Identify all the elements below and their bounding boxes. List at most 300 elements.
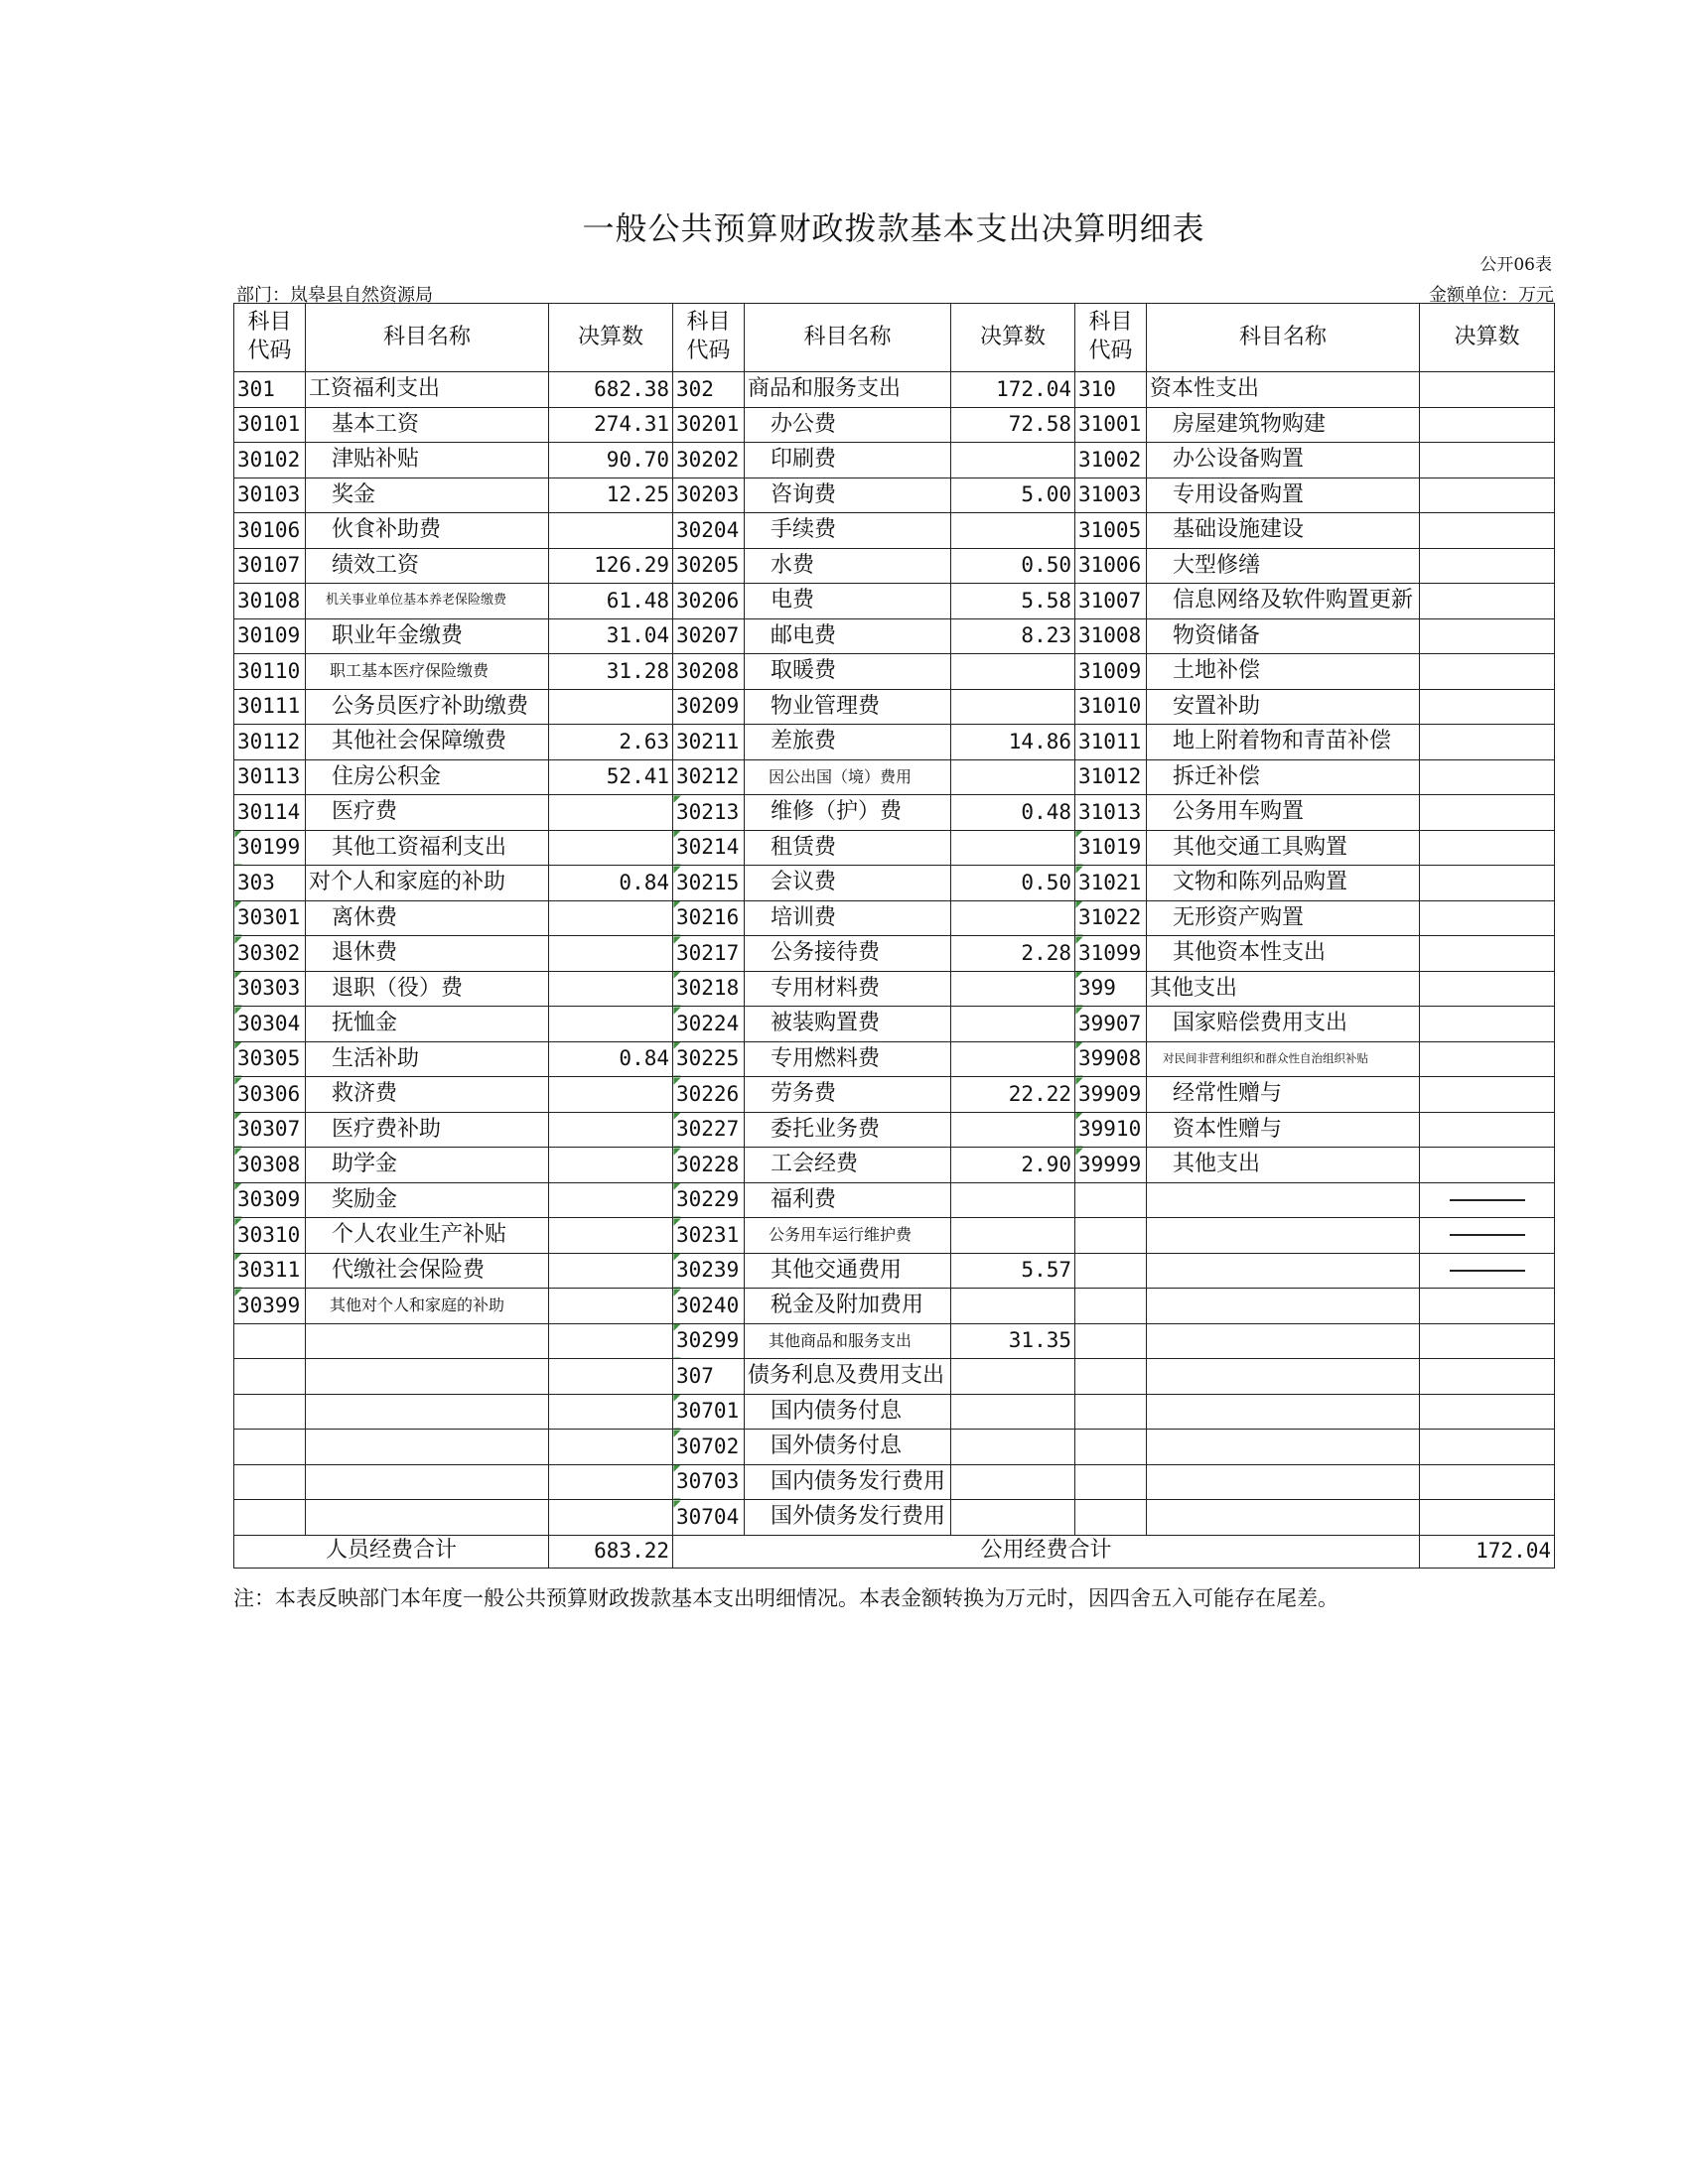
- subject-name: [1147, 1394, 1420, 1430]
- subject-code: 31022: [1075, 900, 1147, 936]
- subject-name: 个人农业生产补贴: [306, 1218, 549, 1254]
- subject-code: [1075, 1323, 1147, 1359]
- subject-name: [1147, 1182, 1420, 1218]
- subject-name: 基本工资: [306, 407, 549, 443]
- subject-code: 30307: [234, 1112, 306, 1148]
- amount-value: [1420, 689, 1555, 725]
- subject-code: 39910: [1075, 1112, 1147, 1148]
- subject-code: 31021: [1075, 866, 1147, 901]
- amount-value: [1420, 936, 1555, 972]
- table-row: [234, 830, 1555, 866]
- amount-value: [549, 1077, 673, 1113]
- subject-code: 30311: [234, 1253, 306, 1289]
- subject-name: 差旅费: [745, 725, 951, 760]
- subject-name: 住房公积金: [306, 759, 549, 795]
- subject-code: 31008: [1075, 618, 1147, 654]
- table-row: [234, 1500, 1555, 1536]
- table-row: [234, 866, 1555, 901]
- amount-value: 2.28: [951, 936, 1075, 972]
- table-row: [234, 725, 1555, 760]
- subject-name: 其他资本性支出: [1147, 936, 1420, 972]
- table-row: [234, 1253, 1555, 1289]
- subject-name: 退休费: [306, 936, 549, 972]
- amount-value: [549, 513, 673, 549]
- amount-value: [951, 900, 1075, 936]
- amount-value: 274.31: [549, 407, 673, 443]
- header-amount: 决算数: [549, 304, 673, 372]
- table-row: [234, 548, 1555, 584]
- subject-code: 30201: [673, 407, 745, 443]
- subject-name: 地上附着物和青苗补偿: [1147, 725, 1420, 760]
- subject-code: 31012: [1075, 759, 1147, 795]
- table-row: [234, 689, 1555, 725]
- subject-name: 拆迁补偿: [1147, 759, 1420, 795]
- table-row: [234, 1430, 1555, 1465]
- amount-value: [1420, 1077, 1555, 1113]
- amount-value: [1420, 1394, 1555, 1430]
- amount-value: [1420, 830, 1555, 866]
- subject-code: 30206: [673, 584, 745, 619]
- subject-name: 被装购置费: [745, 1007, 951, 1042]
- amount-value: 31.04: [549, 618, 673, 654]
- table-row: [234, 407, 1555, 443]
- public-total-amount: 172.04: [1420, 1535, 1555, 1568]
- subject-code: 302: [673, 372, 745, 408]
- amount-value: [549, 900, 673, 936]
- amount-value: [549, 1112, 673, 1148]
- amount-value: [951, 1500, 1075, 1536]
- subject-code: 31099: [1075, 936, 1147, 972]
- dash-cell: [1420, 1218, 1555, 1254]
- subject-name: 对民间非营利组织和群众性自治组织补贴: [1147, 1041, 1420, 1077]
- amount-value: [1420, 1359, 1555, 1395]
- amount-value: [951, 689, 1075, 725]
- subject-name: 国外债务发行费用: [745, 1500, 951, 1536]
- subject-code: [1075, 1464, 1147, 1500]
- table-row: [234, 936, 1555, 972]
- subject-name: 其他对个人和家庭的补助: [306, 1289, 549, 1324]
- subject-code: 30205: [673, 548, 745, 584]
- subject-name: [1147, 1218, 1420, 1254]
- amount-value: [1420, 900, 1555, 936]
- table-row: [234, 971, 1555, 1007]
- amount-value: 31.35: [951, 1323, 1075, 1359]
- subject-code: 31013: [1075, 795, 1147, 831]
- amount-value: [1420, 584, 1555, 619]
- amount-value: [1420, 548, 1555, 584]
- amount-value: [1420, 478, 1555, 513]
- amount-value: [1420, 618, 1555, 654]
- subject-name: 对个人和家庭的补助: [306, 866, 549, 901]
- header-amount: 决算数: [951, 304, 1075, 372]
- amount-value: [549, 971, 673, 1007]
- subject-name: 机关事业单位基本养老保险缴费: [306, 584, 549, 619]
- subject-code: 30204: [673, 513, 745, 549]
- table-row: [234, 584, 1555, 619]
- subject-name: 专用燃料费: [745, 1041, 951, 1077]
- subject-name: 福利费: [745, 1182, 951, 1218]
- amount-value: [549, 1182, 673, 1218]
- subject-name: 抚恤金: [306, 1007, 549, 1042]
- subject-code: 30303: [234, 971, 306, 1007]
- amount-value: 90.70: [549, 443, 673, 478]
- subject-code: 31001: [1075, 407, 1147, 443]
- subject-name: 奖金: [306, 478, 549, 513]
- subject-code: 30302: [234, 936, 306, 972]
- subject-name: [306, 1394, 549, 1430]
- totals-row: [234, 1535, 1555, 1568]
- subject-code: 30217: [673, 936, 745, 972]
- subject-name: 办公费: [745, 407, 951, 443]
- subject-name: 职业年金缴费: [306, 618, 549, 654]
- subject-name: [306, 1323, 549, 1359]
- amount-value: [951, 1430, 1075, 1465]
- amount-value: 2.90: [951, 1148, 1075, 1183]
- subject-code: 30231: [673, 1218, 745, 1254]
- amount-value: 14.86: [951, 725, 1075, 760]
- table-row: [234, 1007, 1555, 1042]
- subject-name: 房屋建筑物购建: [1147, 407, 1420, 443]
- amount-value: [1420, 1041, 1555, 1077]
- subject-name: 咨询费: [745, 478, 951, 513]
- subject-name: 其他工资福利支出: [306, 830, 549, 866]
- subject-name: 债务利息及费用支出: [745, 1359, 951, 1395]
- subject-code: 30225: [673, 1041, 745, 1077]
- subject-code: 30399: [234, 1289, 306, 1324]
- subject-name: 维修（护）费: [745, 795, 951, 831]
- subject-code: 30308: [234, 1148, 306, 1183]
- footnote: 注：本表反映部门本年度一般公共预算财政拨款基本支出明细情况。本表金额转换为万元时，因四舍五入可能存在尾差。: [233, 1586, 1338, 1610]
- subject-code: 31011: [1075, 725, 1147, 760]
- subject-name: [306, 1430, 549, 1465]
- subject-name: 资本性赠与: [1147, 1112, 1420, 1148]
- amount-value: [1420, 759, 1555, 795]
- subject-name: 委托业务费: [745, 1112, 951, 1148]
- subject-code: 30102: [234, 443, 306, 478]
- subject-code: 31003: [1075, 478, 1147, 513]
- amount-value: [1420, 1430, 1555, 1465]
- header-code: 科目 代码: [1075, 304, 1147, 372]
- subject-name: 国外债务付息: [745, 1430, 951, 1465]
- amount-value: [549, 1253, 673, 1289]
- subject-name: 津贴补贴: [306, 443, 549, 478]
- table-row: [234, 1464, 1555, 1500]
- subject-name: 工会经费: [745, 1148, 951, 1183]
- subject-name: [1147, 1289, 1420, 1324]
- subject-name: 离休费: [306, 900, 549, 936]
- dash-cell: [1420, 1182, 1555, 1218]
- department-label: 部门：岚皋县自然资源局: [236, 285, 433, 306]
- subject-code: [1075, 1430, 1147, 1465]
- subject-code: 30111: [234, 689, 306, 725]
- subject-name: 医疗费补助: [306, 1112, 549, 1148]
- subject-code: 30103: [234, 478, 306, 513]
- amount-value: [951, 1218, 1075, 1254]
- amount-value: 8.23: [951, 618, 1075, 654]
- table-row: [234, 900, 1555, 936]
- subject-code: [234, 1394, 306, 1430]
- amount-value: [549, 1007, 673, 1042]
- table-row: [234, 654, 1555, 690]
- amount-value: [549, 1500, 673, 1536]
- subject-code: 39999: [1075, 1148, 1147, 1183]
- amount-value: [1420, 971, 1555, 1007]
- dash-line: [1450, 1199, 1525, 1201]
- dash-line: [1450, 1270, 1525, 1272]
- subject-code: 30240: [673, 1289, 745, 1324]
- subject-code: 30101: [234, 407, 306, 443]
- expenditure-table: [233, 303, 1555, 1569]
- subject-code: 30106: [234, 513, 306, 549]
- table-row: [234, 1289, 1555, 1324]
- amount-value: [549, 1289, 673, 1324]
- subject-name: 绩效工资: [306, 548, 549, 584]
- subject-code: 31019: [1075, 830, 1147, 866]
- table-row: [234, 1218, 1555, 1254]
- subject-name: [306, 1359, 549, 1395]
- amount-value: 0.48: [951, 795, 1075, 831]
- subject-name: 救济费: [306, 1077, 549, 1113]
- subject-code: 30701: [673, 1394, 745, 1430]
- header-name: 科目名称: [745, 304, 951, 372]
- amount-value: [951, 1182, 1075, 1218]
- subject-code: 30110: [234, 654, 306, 690]
- subject-code: 30108: [234, 584, 306, 619]
- subject-code: 30224: [673, 1007, 745, 1042]
- subject-code: 30306: [234, 1077, 306, 1113]
- subject-code: 31009: [1075, 654, 1147, 690]
- subject-name: 国家赔偿费用支出: [1147, 1007, 1420, 1042]
- subject-code: 39908: [1075, 1041, 1147, 1077]
- subject-name: 奖励金: [306, 1182, 549, 1218]
- subject-code: 30215: [673, 866, 745, 901]
- subject-code: [234, 1464, 306, 1500]
- amount-value: 0.84: [549, 866, 673, 901]
- table-row: [234, 443, 1555, 478]
- table-row: [234, 1077, 1555, 1113]
- subject-code: 30309: [234, 1182, 306, 1218]
- subject-name: 租赁费: [745, 830, 951, 866]
- amount-value: [951, 971, 1075, 1007]
- amount-value: [951, 654, 1075, 690]
- table-row: [234, 618, 1555, 654]
- subject-code: 301: [234, 372, 306, 408]
- table-row: [234, 372, 1555, 408]
- amount-value: [549, 830, 673, 866]
- subject-code: 307: [673, 1359, 745, 1395]
- amount-value: 61.48: [549, 584, 673, 619]
- subject-code: 30299: [673, 1323, 745, 1359]
- subject-name: 其他交通费用: [745, 1253, 951, 1289]
- subject-code: 303: [234, 866, 306, 901]
- subject-code: 30199: [234, 830, 306, 866]
- amount-value: [549, 1394, 673, 1430]
- subject-code: 310: [1075, 372, 1147, 408]
- amount-value: 12.25: [549, 478, 673, 513]
- amount-value: 682.38: [549, 372, 673, 408]
- subject-name: 办公设备购置: [1147, 443, 1420, 478]
- amount-value: 5.58: [951, 584, 1075, 619]
- amount-value: [951, 513, 1075, 549]
- subject-name: [1147, 1323, 1420, 1359]
- subject-code: 30209: [673, 689, 745, 725]
- personnel-total-amount: 683.22: [549, 1535, 673, 1568]
- subject-name: 专用设备购置: [1147, 478, 1420, 513]
- amount-value: [1420, 372, 1555, 408]
- amount-value: [549, 1430, 673, 1465]
- header-name: 科目名称: [1147, 304, 1420, 372]
- subject-name: 劳务费: [745, 1077, 951, 1113]
- subject-code: 30216: [673, 900, 745, 936]
- subject-code: 30305: [234, 1041, 306, 1077]
- subject-name: 代缴社会保险费: [306, 1253, 549, 1289]
- amount-value: 72.58: [951, 407, 1075, 443]
- form-number: 公开06表: [1479, 255, 1552, 275]
- amount-value: [951, 759, 1075, 795]
- subject-code: 30113: [234, 759, 306, 795]
- amount-value: [549, 795, 673, 831]
- amount-value: [1420, 1289, 1555, 1324]
- amount-value: [549, 936, 673, 972]
- header-amount: 决算数: [1420, 304, 1555, 372]
- subject-name: 公务用车运行维护费: [745, 1218, 951, 1254]
- subject-code: 30202: [673, 443, 745, 478]
- amount-value: 5.57: [951, 1253, 1075, 1289]
- subject-code: 399: [1075, 971, 1147, 1007]
- subject-name: 商品和服务支出: [745, 372, 951, 408]
- amount-value: [951, 1041, 1075, 1077]
- subject-name: 专用材料费: [745, 971, 951, 1007]
- subject-name: 信息网络及软件购置更新: [1147, 584, 1420, 619]
- subject-code: 31006: [1075, 548, 1147, 584]
- subject-code: [1075, 1182, 1147, 1218]
- amount-value: [549, 1323, 673, 1359]
- subject-code: [234, 1359, 306, 1395]
- subject-name: 手续费: [745, 513, 951, 549]
- header-code: 科目 代码: [234, 304, 306, 372]
- subject-name: [306, 1464, 549, 1500]
- table-row: [234, 513, 1555, 549]
- subject-name: 资本性支出: [1147, 372, 1420, 408]
- dash-cell: [1420, 1253, 1555, 1289]
- subject-name: 物资储备: [1147, 618, 1420, 654]
- subject-code: [234, 1323, 306, 1359]
- amount-value: 22.22: [951, 1077, 1075, 1113]
- subject-code: 30703: [673, 1464, 745, 1500]
- amount-value: [1420, 1112, 1555, 1148]
- table-row: [234, 1359, 1555, 1395]
- subject-code: 30214: [673, 830, 745, 866]
- subject-name: 基础设施建设: [1147, 513, 1420, 549]
- subject-name: 土地补偿: [1147, 654, 1420, 690]
- subject-name: 伙食补助费: [306, 513, 549, 549]
- subject-code: [234, 1500, 306, 1536]
- subject-code: 30211: [673, 725, 745, 760]
- subject-name: 其他交通工具购置: [1147, 830, 1420, 866]
- subject-code: 30304: [234, 1007, 306, 1042]
- table-row: [234, 795, 1555, 831]
- subject-name: [1147, 1430, 1420, 1465]
- amount-value: 31.28: [549, 654, 673, 690]
- subject-code: 30207: [673, 618, 745, 654]
- table-row: [234, 1323, 1555, 1359]
- amount-value: [1420, 1007, 1555, 1042]
- amount-value: [951, 1394, 1075, 1430]
- subject-name: 公务接待费: [745, 936, 951, 972]
- unit-label: 金额单位：万元: [1429, 285, 1554, 306]
- amount-value: [951, 443, 1075, 478]
- subject-name: 邮电费: [745, 618, 951, 654]
- subject-name: 大型修缮: [1147, 548, 1420, 584]
- subject-code: 30114: [234, 795, 306, 831]
- subject-name: 培训费: [745, 900, 951, 936]
- subject-code: [1075, 1359, 1147, 1395]
- amount-value: [951, 1464, 1075, 1500]
- subject-code: [234, 1430, 306, 1465]
- subject-code: 31002: [1075, 443, 1147, 478]
- subject-name: 经常性赠与: [1147, 1077, 1420, 1113]
- amount-value: [549, 1148, 673, 1183]
- subject-name: 其他社会保障缴费: [306, 725, 549, 760]
- subject-code: 30310: [234, 1218, 306, 1254]
- subject-name: 其他商品和服务支出: [745, 1323, 951, 1359]
- subject-code: 30203: [673, 478, 745, 513]
- subject-name: [1147, 1359, 1420, 1395]
- amount-value: [1420, 1500, 1555, 1536]
- subject-code: 30218: [673, 971, 745, 1007]
- subject-name: 其他支出: [1147, 971, 1420, 1007]
- subject-code: 30213: [673, 795, 745, 831]
- subject-name: 会议费: [745, 866, 951, 901]
- table-row: [234, 1112, 1555, 1148]
- subject-code: [1075, 1289, 1147, 1324]
- amount-value: 2.63: [549, 725, 673, 760]
- table-row: [234, 759, 1555, 795]
- table-row: [234, 1394, 1555, 1430]
- amount-value: [549, 689, 673, 725]
- subject-name: 助学金: [306, 1148, 549, 1183]
- subject-code: 31005: [1075, 513, 1147, 549]
- subject-code: 30228: [673, 1148, 745, 1183]
- header-name: 科目名称: [306, 304, 549, 372]
- amount-value: [951, 1112, 1075, 1148]
- subject-code: 31007: [1075, 584, 1147, 619]
- amount-value: 0.50: [951, 548, 1075, 584]
- subject-code: 39909: [1075, 1077, 1147, 1113]
- subject-name: 税金及附加费用: [745, 1289, 951, 1324]
- public-total-label: 公用经费合计: [673, 1535, 1420, 1568]
- amount-value: 172.04: [951, 372, 1075, 408]
- subject-name: 无形资产购置: [1147, 900, 1420, 936]
- subject-name: 公务员医疗补助缴费: [306, 689, 549, 725]
- subject-name: 水费: [745, 548, 951, 584]
- amount-value: [951, 1007, 1075, 1042]
- subject-name: [1147, 1464, 1420, 1500]
- amount-value: 0.84: [549, 1041, 673, 1077]
- subject-code: 30112: [234, 725, 306, 760]
- subject-name: 因公出国（境）费用: [745, 759, 951, 795]
- personnel-total-label: 人员经费合计: [234, 1535, 549, 1568]
- subject-code: [1075, 1394, 1147, 1430]
- amount-value: [549, 1464, 673, 1500]
- subject-name: [306, 1500, 549, 1536]
- amount-value: [1420, 443, 1555, 478]
- page-title: 一般公共预算财政拨款基本支出决算明细表: [582, 209, 1205, 247]
- subject-name: 职工基本医疗保险缴费: [306, 654, 549, 690]
- amount-value: [1420, 654, 1555, 690]
- subject-name: 印刷费: [745, 443, 951, 478]
- subject-code: [1075, 1253, 1147, 1289]
